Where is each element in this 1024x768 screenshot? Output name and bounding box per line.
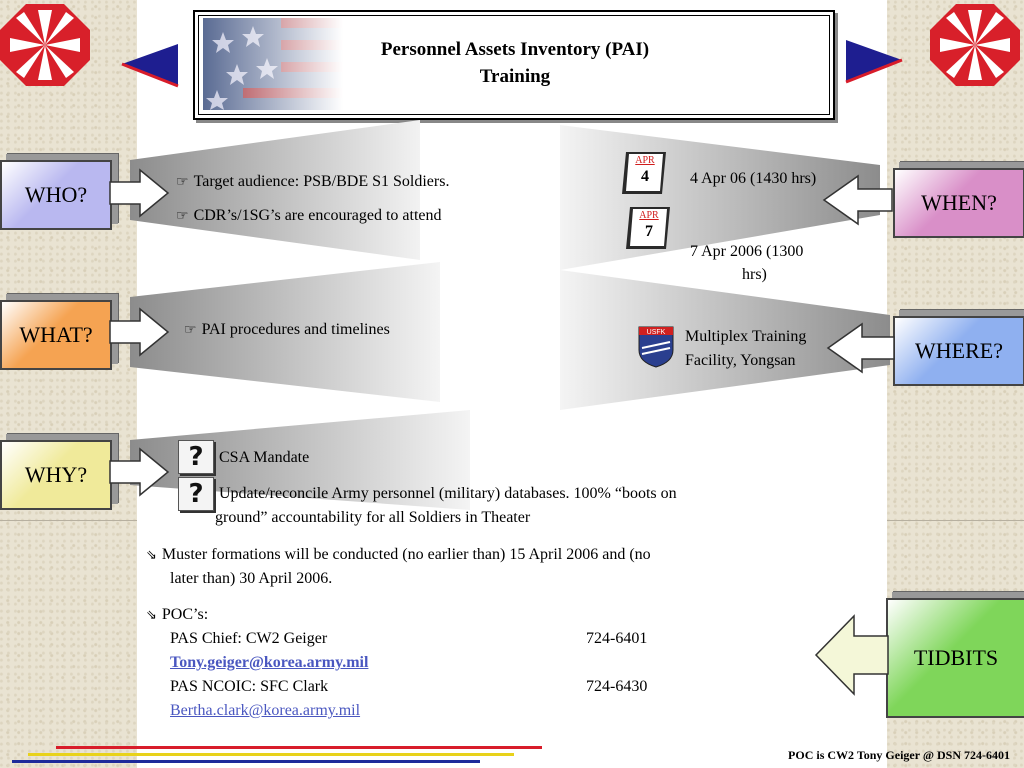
who-item-2: ☞ CDR’s/1SG’s are encouraged to attend xyxy=(176,207,442,224)
poc-ncoic-label: PAS NCOIC: SFC Clark xyxy=(170,678,329,695)
why-item-2-line-2: ground” accountability for all Soldiers in Theater xyxy=(215,509,531,526)
muster-line-1: ⇘ Muster formations will be conducted (no earlier than) 15 April 2006 and (no xyxy=(146,546,651,563)
when-date-2-line-2: hrs) xyxy=(742,266,767,283)
left-side-panel xyxy=(0,0,137,768)
when-date-2-line-1: 7 Apr 2006 (1300 xyxy=(690,243,804,260)
who-label: WHO? xyxy=(24,182,88,207)
calendar-apr-4-icon: APR 4 xyxy=(622,150,666,196)
title-line-1: Personnel Assets Inventory (PAI) xyxy=(380,39,650,60)
poc-ncoic-phone: 724-6430 xyxy=(586,678,648,695)
poc-chief-label: PAS Chief: CW2 Geiger xyxy=(170,630,328,647)
svg-text:USFK: USFK xyxy=(646,329,666,336)
muster-line-2: later than) 30 April 2006. xyxy=(170,570,333,587)
previous-slide-button[interactable] xyxy=(120,42,182,88)
where-arrow-icon xyxy=(826,320,896,376)
next-slide-button[interactable] xyxy=(842,38,904,84)
question-mark-icon: ? xyxy=(178,477,214,511)
usfk-badge-icon xyxy=(638,326,674,368)
what-label: WHAT? xyxy=(19,322,93,347)
where-label-box xyxy=(893,316,1024,386)
title-line-2: Training xyxy=(479,66,551,87)
why-arrow-icon xyxy=(108,445,170,499)
calendar-apr-7-icon: APR 7 xyxy=(626,205,670,251)
page-title xyxy=(315,36,715,90)
who-label-box xyxy=(0,160,112,230)
tidbits-arrow-icon xyxy=(814,612,890,698)
eighth-army-logo-icon xyxy=(0,2,90,88)
tidbits-label-box xyxy=(886,598,1024,718)
what-arrow-icon xyxy=(108,305,170,359)
poc-chief-phone: 724-6401 xyxy=(586,630,648,647)
when-label: WHEN? xyxy=(921,190,997,215)
when-arrow-icon xyxy=(822,172,894,228)
footer-text: POC is CW2 Tony Geiger @ DSN 724-6401 xyxy=(788,748,1010,762)
when-label-box xyxy=(893,168,1024,238)
pointing-hand-icon: ☞ xyxy=(184,322,197,338)
who-arrow-icon xyxy=(108,166,170,220)
arrow-bullet-icon: ⇘ xyxy=(146,548,157,563)
why-item-1: CSA Mandate xyxy=(219,449,310,466)
where-label: WHERE? xyxy=(915,338,1003,363)
why-item-2-line-1: Update/reconcile Army personnel (military) databases. 100% “boots on xyxy=(219,485,677,502)
where-location-line-1: Multiplex Training xyxy=(685,328,807,345)
poc-heading: ⇘ POC’s: xyxy=(146,606,209,623)
eighth-army-logo-icon xyxy=(930,2,1020,88)
arrow-bullet-icon: ⇘ xyxy=(146,608,157,623)
where-location-line-2: Facility, Yongsan xyxy=(685,352,796,369)
tidbits-label: TIDBITS xyxy=(913,645,999,670)
title-box xyxy=(193,10,835,120)
poc-chief-email-link[interactable]: Tony.geiger@korea.army.mil xyxy=(170,654,369,671)
pointing-hand-icon: ☞ xyxy=(176,174,189,190)
question-mark-icon: ? xyxy=(178,440,214,474)
why-label-box xyxy=(0,440,112,510)
poc-ncoic-email-link[interactable]: Bertha.clark@korea.army.mil xyxy=(170,702,361,719)
who-item-1: ☞ Target audience: PSB/BDE S1 Soldiers. xyxy=(176,173,450,190)
why-label: WHY? xyxy=(24,462,88,487)
what-item: ☞ PAI procedures and timelines xyxy=(184,321,390,338)
pointing-hand-icon: ☞ xyxy=(176,208,189,224)
when-date-1: 4 Apr 06 (1430 hrs) xyxy=(690,170,817,187)
what-label-box xyxy=(0,300,112,370)
